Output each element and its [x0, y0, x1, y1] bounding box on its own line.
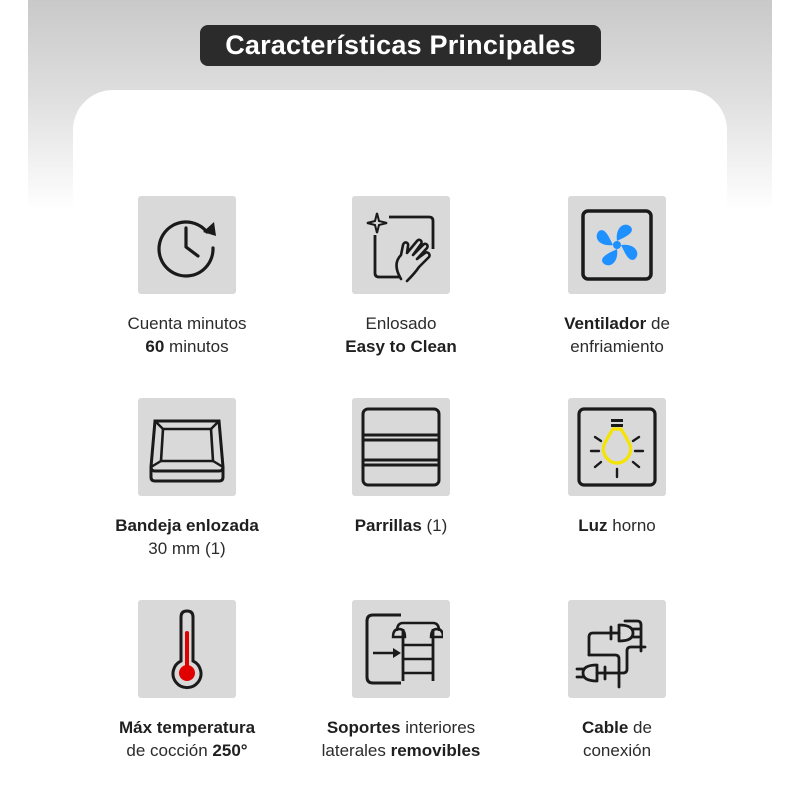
caption-line1: Enlosado [365, 314, 437, 333]
feature-rack [281, 398, 521, 537]
power-cable-icon [568, 600, 666, 698]
caption-line1: Soportes interiores [326, 718, 476, 737]
feature-side-supports [281, 600, 521, 762]
feature-light [497, 398, 737, 537]
feature-timer [67, 196, 307, 358]
caption-line2: Easy to Clean [345, 337, 457, 356]
page-title: Características Principales [200, 25, 601, 66]
caption-line2: enfriamiento [570, 337, 664, 356]
fan-icon [568, 196, 666, 294]
caption-line2: 60 minutos [145, 337, 229, 356]
feature-power-cable [497, 600, 737, 762]
thermometer-icon [138, 600, 236, 698]
caption-line1: Cable de [582, 718, 652, 737]
caption-line2: conexión [582, 741, 652, 760]
light-bulb-icon [568, 398, 666, 496]
side-supports-icon [352, 600, 450, 698]
caption-line1: Cuenta minutos [127, 314, 247, 333]
caption-line1: Parrillas (1) [354, 516, 448, 535]
feature-easy-clean [281, 196, 521, 358]
feature-temperature [67, 600, 307, 762]
timer-icon [138, 196, 236, 294]
rack-icon [352, 398, 450, 496]
caption-line1: Ventilador de [564, 314, 670, 333]
easy-clean-icon [352, 196, 450, 294]
caption-line2: 30 mm (1) [148, 539, 226, 558]
caption-line1: Máx temperatura [118, 718, 256, 737]
caption-line1: Luz horno [578, 516, 656, 535]
caption-line2: de cocción 250° [126, 741, 248, 760]
caption-line1: Bandeja enlozada [115, 516, 259, 535]
feature-tray [67, 398, 307, 560]
feature-fan [497, 196, 737, 358]
caption-line2: laterales removibles [321, 741, 481, 760]
tray-icon [138, 398, 236, 496]
